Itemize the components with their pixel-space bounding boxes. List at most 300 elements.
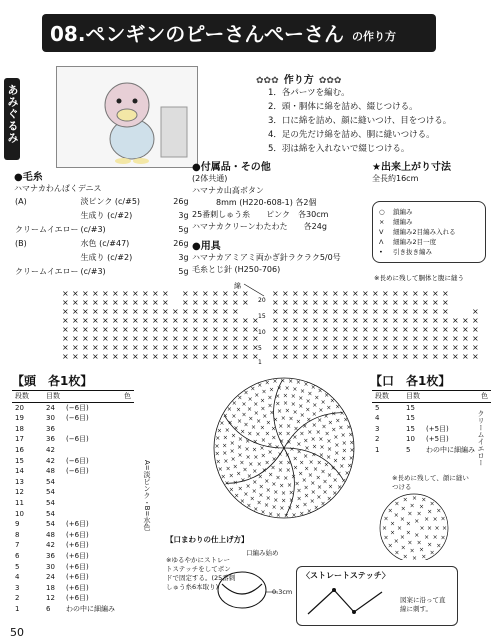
stitch-mark: × [282,289,289,298]
stitch-mark: × [319,443,325,451]
col-header [63,391,121,403]
stitch-count: 12 [46,594,55,603]
stitch-mark: × [228,486,234,494]
stitch-mark: × [192,343,199,352]
stitch-mark: × [222,325,229,334]
stitch-count: 36 [46,424,55,433]
stitch-count: 42 [46,445,55,454]
stitch-count: 54 [46,509,55,518]
col-header: 色 [478,391,491,403]
stitch-mark: × [284,451,290,459]
table-row [12,604,134,615]
stitch-mark: × [264,502,270,510]
stitch-mark: × [230,455,236,463]
stitch-mark: × [132,316,139,325]
stitch-mark: × [72,334,79,343]
stitch-mark: × [282,316,289,325]
legend-item: Λ 細編み2目一度 [379,238,437,246]
stitch-mark: × [232,343,239,352]
stitch-mark: × [292,334,299,343]
stitch-mark: × [327,419,333,427]
stitch-mark: × [102,325,109,334]
stitch-mark: × [162,343,169,352]
stitch-mark: × [392,325,399,334]
stitch-mark: × [334,442,340,449]
stitch-mark: × [215,435,221,442]
stitch-mark: × [277,430,283,438]
stitch-mark: × [243,491,249,498]
stitch-mark: × [241,400,247,408]
stitch-mark: × [239,497,245,505]
stitch-mark: × [152,298,159,307]
stitch-mark: × [254,391,260,399]
stitch-mark: × [352,334,359,343]
stitch-mark: × [416,510,422,518]
stitch-mark: × [299,510,305,518]
stitch-mark: × [264,459,270,467]
stitch-mark: × [442,289,449,298]
stitch-count: 54 [46,520,55,529]
stitch-mark: × [332,490,338,498]
straight-stitch-diagram [304,584,394,620]
stitch-mark: × [271,434,277,442]
stitch-mark: × [296,440,302,448]
stitch-mark: × [62,352,69,361]
how-to-step: 4．足の先だけ綿を詰め、胴に縫いつける。 [268,130,435,140]
stitch-mark: × [402,307,409,316]
stitch-mark: × [122,298,129,307]
stitch-mark: × [329,397,335,405]
stitch-mark: × [400,505,406,513]
stitch-mark: × [72,307,79,316]
stitch-mark: × [72,325,79,334]
stitch-mark: × [293,464,299,472]
stitch-mark: × [284,407,290,415]
stitch-mark: × [231,432,237,440]
row-number: 17 [15,435,24,444]
stitch-mark: × [432,334,439,343]
stitch-mark: × [122,334,129,343]
table-row [372,413,491,424]
stitch-count: 18 [46,583,55,592]
stitch-mark: × [382,525,388,532]
stitch-mark: × [472,316,479,325]
stitch-mark: × [432,352,439,361]
stitch-mark: × [332,298,339,307]
size-heading: ★出来上がり寸法 [372,162,451,173]
stitch-mark: × [236,470,242,478]
table-row [12,413,134,424]
stitch-mark: × [272,325,279,334]
row-number: 5 [15,562,20,571]
table-row [372,434,491,445]
stitch-mark: × [258,491,264,499]
stitch-mark: × [152,352,159,361]
head-table [12,390,134,614]
stitch-mark: × [273,416,279,424]
mouth-color-label: クリームイエロー [477,410,485,466]
stitch-mark: × [228,472,234,480]
stitch-mark: × [220,473,226,481]
stitch-mark: × [296,495,302,503]
stitch-mark: × [212,352,219,361]
table-row [372,445,491,456]
stitch-mark: × [122,307,129,316]
stitch-mark: × [237,444,243,451]
increase-note: (+6目) [66,520,89,529]
table-row [12,498,134,509]
stitch-mark: × [302,501,308,509]
stitch-mark: × [264,430,270,438]
stitch-count: 15 [406,424,415,433]
increase-note [63,424,121,435]
body-crochet-chart [58,270,490,370]
stitch-mark: × [442,334,449,343]
stitch-mark: × [402,496,408,504]
stitch-mark: × [267,394,273,402]
stitch-mark: × [112,325,119,334]
stitch-mark: × [392,316,399,325]
stitch-mark: × [419,525,425,532]
stitch-mark: × [132,289,139,298]
stitch-mark: × [382,316,389,325]
stitch-mark: × [292,455,298,463]
side-tab-label: あみぐるみ [6,84,19,144]
stitch-mark: × [268,471,274,479]
yarn-color: 淡ピンク (c/#5) [80,197,141,206]
stitch-mark: × [432,298,439,307]
stitch-mark: × [212,289,219,298]
stitch-mark: × [362,343,369,352]
stitch-mark: × [302,325,309,334]
stitch-mark: × [310,383,316,391]
stitch-mark: × [92,325,99,334]
stitch-count: 42 [46,456,55,465]
stitch-mark: × [317,387,323,395]
stitch-mark: × [142,316,149,325]
stitch-mark: × [400,544,406,552]
accessories-heading: ●付属品・その他 [192,162,271,173]
yarn-amount: 3g [178,253,189,262]
stitch-mark: × [362,289,369,298]
yarn-color: (c/#3) [80,267,106,276]
stitch-mark: × [322,478,328,486]
stitch-mark: × [328,483,334,491]
stitch-mark: × [292,352,299,361]
stitch-mark: × [288,497,294,504]
stitch-mark: × [291,511,297,519]
row-number: 6 [15,551,20,560]
stitch-mark: × [317,484,323,492]
stitch-mark: × [440,534,446,542]
stitch-mark: × [333,434,339,442]
stitch-mark: × [339,463,345,470]
stitch-mark: × [232,289,239,298]
stitch-mark: × [318,407,324,415]
stitch-mark: × [362,334,369,343]
stitch-mark: × [212,334,219,343]
table-row [12,487,134,498]
stitch-mark: × [265,419,271,427]
stitch-mark: × [422,334,429,343]
stitch-mark: × [112,316,119,325]
stitch-mark: × [298,403,304,411]
increase-note: (+5目) [426,424,449,433]
stitch-mark: × [245,438,251,446]
stitch-mark: × [202,325,209,334]
stitch-mark: × [292,434,298,442]
stitch-mark: × [383,534,389,542]
stitch-mark: × [287,482,293,490]
stitch-mark: × [332,343,339,352]
stitch-mark: × [214,450,220,458]
stitch-mark: × [252,446,258,454]
stitch-mark: × [324,392,330,400]
stitch-mark: × [261,388,267,396]
yarn-amount: 26g [173,239,189,248]
size-section [372,158,451,185]
stitch-mark: × [142,289,149,298]
stitch-mark: × [320,468,326,476]
stitch-mark: × [239,459,245,467]
increase-note: (−6目) [66,435,89,444]
increase-note: (+6目) [66,551,89,560]
row-number: 1 [375,445,380,454]
stitch-mark: × [182,298,189,307]
stitch-mark: × [440,515,446,523]
stitch-mark: × [225,465,231,473]
stitch-mark: × [301,476,307,484]
stitch-mark: × [274,444,280,452]
stitch-mark: × [283,475,289,482]
stitch-mark: × [132,343,139,352]
stitch-mark: × [246,502,252,510]
stitch-mark: × [397,525,403,532]
stitch-legend [372,201,486,263]
stitch-mark: × [240,477,246,484]
stitch-mark: × [282,298,289,307]
stitch-mark: × [232,316,239,325]
stitch-count: 48 [46,467,55,476]
stitch-mark: × [62,289,69,298]
stitch-mark: × [264,379,270,387]
stitch-mark: × [442,525,448,532]
stitch-count: 54 [46,488,55,497]
stitch-mark: × [275,512,281,520]
row-number: 1 [15,604,20,613]
stitch-mark: × [307,428,313,436]
stitch-mark: × [275,400,281,408]
stitch-mark: × [122,352,129,361]
stitch-mark: × [382,334,389,343]
stitch-mark: × [331,426,337,434]
increase-note: (−6目) [66,467,89,476]
stitch-mark: × [472,352,479,361]
stitch-mark: × [219,419,225,427]
stitch-mark: × [272,289,279,298]
increase-note [63,445,121,456]
stitch-mark: × [322,298,329,307]
increase-note: (−6目) [66,403,89,412]
stitch-mark: × [132,334,139,343]
stitch-mark: × [237,394,243,402]
stitch-mark: × [322,325,329,334]
stitch-mark: × [229,440,235,448]
increase-note: (−6目) [66,456,89,465]
stitch-mark: × [352,289,359,298]
stitch-mark: × [442,307,449,316]
stitch-mark: × [249,495,255,503]
stitch-mark: × [313,466,319,474]
stitch-mark: × [412,352,419,361]
stitch-mark: × [302,298,309,307]
stitch-mark: × [419,503,425,511]
stitch-mark: × [92,343,99,352]
stitch-mark: × [272,343,279,352]
stitch-mark: × [237,436,243,444]
chart-label: 綿 [234,282,241,290]
stitch-mark: × [102,307,109,316]
stitch-mark: × [224,427,230,434]
stitch-mark: × [326,438,332,446]
stitch-mark: × [112,289,119,298]
stitch-mark: × [402,343,409,352]
stitch-mark: × [241,411,247,419]
stitch-mark: × [112,334,119,343]
row-number: 3 [375,424,380,433]
accessories-line: 25番刺しゅう糸 ピンク 各30cm [192,210,329,219]
row-number: 19 [15,414,24,423]
stitch-mark: × [318,451,324,459]
stitch-mark: × [372,298,379,307]
stitch-mark: × [265,486,271,494]
stitch-mark: × [202,289,209,298]
stitch-mark: × [267,441,273,449]
stitch-mark: × [304,492,310,500]
stitch-mark: × [226,406,232,414]
stitch-mark: × [341,455,347,463]
stitch-mark: × [409,502,415,510]
stitch-mark: × [392,298,399,307]
increase-note: わの中に細編み [426,445,475,454]
stitch-mark: × [372,334,379,343]
stitch-count: 54 [46,477,55,486]
stitch-mark: × [182,343,189,352]
stitch-mark: × [252,438,258,446]
stitch-mark: × [252,316,259,325]
increase-note [423,413,478,424]
stitch-mark: × [311,451,317,459]
stitch-mark: × [326,495,332,503]
stitch-mark: × [275,474,281,482]
stitch-mark: × [212,325,219,334]
stitch-mark: × [152,334,159,343]
stitch-mark: × [472,325,479,334]
row-number: 3 [15,583,20,592]
stitch-mark: × [312,289,319,298]
stitch-mark: × [242,466,248,474]
stitch-mark: × [202,352,209,361]
stitch-mark: × [62,307,69,316]
stitch-mark: × [393,511,399,519]
stitch-mark: × [132,298,139,307]
increase-note: (+6目) [66,594,89,603]
mouth-heading: 【口 各1枚】 [370,374,451,388]
stitch-mark: × [112,343,119,352]
stitch-mark: × [342,316,349,325]
row-number: 15 [258,313,266,320]
stitch-count: 15 [406,403,415,412]
stitch-mark: × [202,334,209,343]
stitch-mark: × [223,458,229,465]
stitch-mark: × [302,316,309,325]
stitch-mark: × [222,316,229,325]
stitch-mark: × [372,316,379,325]
stitch-mark: × [302,289,309,298]
tools-heading: ●用具 [192,241,221,252]
stitch-mark: × [142,352,149,361]
stitch-mark: × [283,512,289,520]
stitch-mark: × [260,405,266,413]
table-row [12,530,134,541]
stitch-mark: × [436,507,442,515]
stitch-mark: × [286,439,292,446]
stitch-mark: × [322,307,329,316]
stitch-count: 36 [46,435,55,444]
stitch-mark: × [287,504,293,512]
stitch-mark: × [312,307,319,316]
stitch-mark: × [237,485,243,493]
stitch-mark: × [315,474,321,482]
stitch-mark: × [232,307,239,316]
yarn-label [14,251,80,265]
stitch-mark: × [222,334,229,343]
stitch-mark: × [332,325,339,334]
stitch-mark: × [102,289,109,298]
stitch-mark: × [392,307,399,316]
stitch-mark: × [288,489,294,497]
stitch-mark: × [245,453,251,461]
stitch-mark: × [336,470,342,478]
stitch-mark: × [362,307,369,316]
stitch-mark: × [212,298,219,307]
stitch-mark: × [192,334,199,343]
stitch-mark: × [399,516,405,524]
stitch-mark: × [122,343,129,352]
stitch-mark: × [312,334,319,343]
stitch-mark: × [432,534,438,542]
stitch-mark: × [242,325,249,334]
row-number: 18 [15,424,24,433]
col-header: 段数 [12,391,32,403]
stitch-mark: × [247,395,253,403]
stitch-mark: × [462,334,469,343]
row-number: 11 [15,498,24,507]
stitch-mark: × [442,343,449,352]
stitch-mark: × [162,307,169,316]
legend-item: • 引き抜き編み [379,248,432,256]
stitch-mark: × [324,430,330,438]
stitch-mark: × [102,334,109,343]
stitch-mark: × [298,395,304,403]
yarn-color: 生成り (c/#2) [80,211,133,220]
col-header: 色 [121,391,134,403]
stitch-mark: × [452,334,459,343]
yarn-color: 水色 (c/#47) [80,239,130,248]
stitch-mark: × [452,343,459,352]
stitch-mark: × [222,434,228,442]
table-row [12,562,134,573]
